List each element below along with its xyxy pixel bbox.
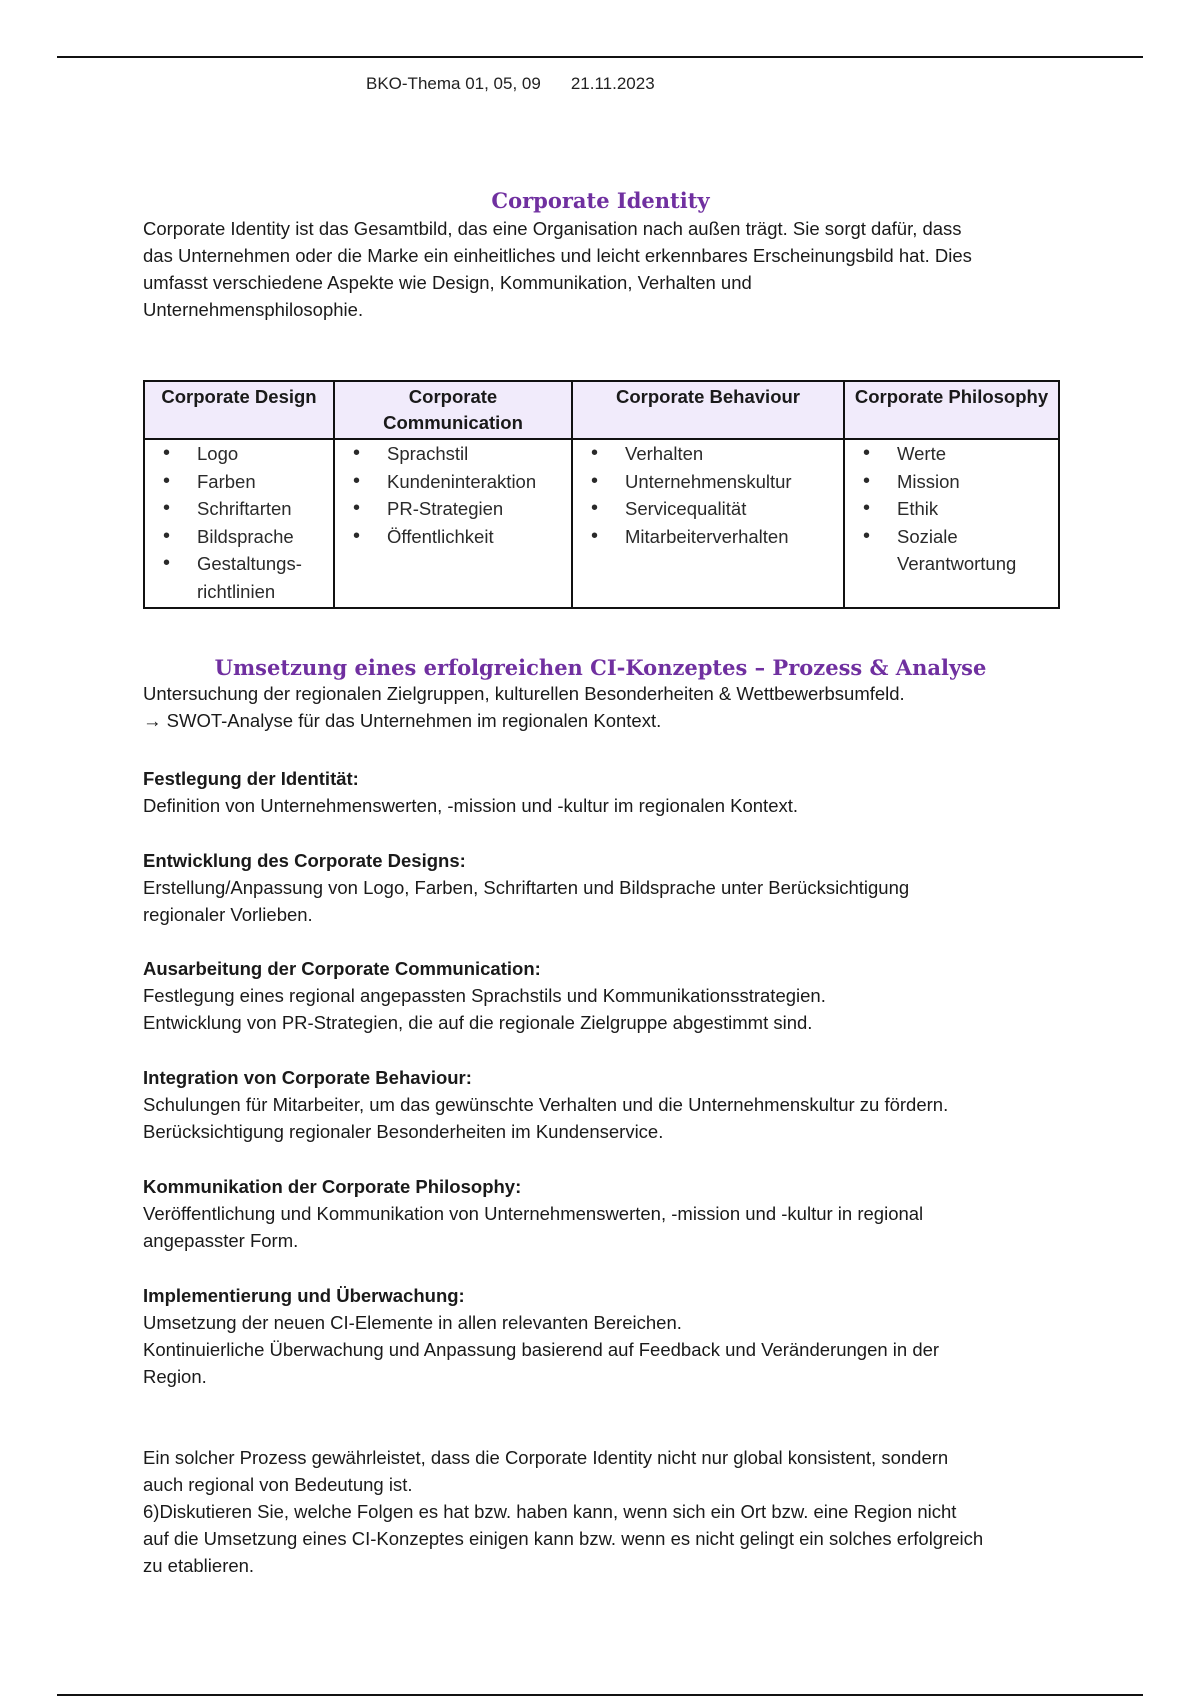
step-heading: Entwicklung des Corporate Designs: (143, 850, 466, 871)
process-intro (143, 680, 1058, 734)
step-line: Umsetzung der neuen CI-Elemente in allen relevanten Bereichen. (143, 1312, 682, 1333)
step-line: Entwicklung von PR-Strategien, die auf die regionale Zielgruppe abgestimmt sind. (143, 1012, 813, 1033)
topic-reference: BKO-Thema 01, 05, 09 (366, 74, 541, 93)
process-title: Umsetzung eines erfolgreichen CI-Konzeptes – Prozess & Analyse (214, 655, 987, 680)
list-item: • Schriftarten (157, 495, 329, 523)
step-identity (143, 765, 1073, 819)
list-item: • PR-Strategien (347, 495, 567, 523)
ci-intro-line: das Unternehmen oder die Marke ein einheitliches und leicht erkennbares Erscheinungsbild hat. Dies (143, 245, 972, 266)
ci-section (143, 188, 1058, 323)
step-line: Region. (143, 1366, 207, 1387)
list-item: • Bildsprache (157, 523, 329, 551)
behaviour-cell (572, 439, 844, 608)
bottom-rule (57, 1694, 1143, 1696)
discussion-question: zu etablieren. (143, 1555, 255, 1576)
step-design (143, 847, 1073, 928)
design-cell (144, 439, 334, 608)
list-item: • Sprachstil (347, 440, 567, 468)
list-item: • Mission (857, 468, 1054, 496)
list-item: • Öffentlichkeit (347, 523, 567, 551)
step-line: regionaler Vorlieben. (143, 904, 313, 925)
document-date: 21.11.2023 (570, 74, 655, 93)
table-header-row (144, 381, 1059, 439)
table-header-cell: Corporate Design (144, 381, 334, 439)
behaviour-list (585, 440, 839, 550)
process-section (143, 655, 1058, 734)
ci-components-table (143, 380, 1060, 609)
list-item: • Logo (157, 440, 329, 468)
top-rule (57, 56, 1143, 58)
list-item: • Gestaltungs-richtlinien (157, 550, 329, 605)
list-item: • Mitarbeiterverhalten (585, 523, 839, 551)
step-line: Erstellung/Anpassung von Logo, Farben, Schriftarten und Bildsprache unter Berücksichtigung (143, 877, 910, 898)
step-communication (143, 955, 1073, 1036)
ci-intro-line: Unternehmensphilosophie. (143, 299, 364, 320)
philosophy-cell (844, 439, 1059, 608)
list-item: • Verhalten (585, 440, 839, 468)
closing-line: auch regional von Bedeutung ist. (143, 1474, 413, 1495)
step-heading: Kommunikation der Corporate Philosophy: (143, 1176, 522, 1197)
list-item: • Soziale Verantwortung (857, 523, 1054, 578)
list-item: • Kundeninteraktion (347, 468, 567, 496)
step-heading: Implementierung und Überwachung: (143, 1285, 465, 1306)
step-heading: Festlegung der Identität: (143, 768, 359, 789)
process-intro-line: Untersuchung der regionalen Zielgruppen, kulturellen Besonderheiten & Wettbewerbsumfeld. (143, 683, 905, 704)
discussion-question: auf die Umsetzung eines CI-Konzeptes einigen kann bzw. wenn es nicht gelingt ein solches erfolgreich (143, 1528, 984, 1549)
ci-intro-line: umfasst verschiedene Aspekte wie Design, Kommunikation, Verhalten und (143, 272, 752, 293)
step-line: Veröffentlichung und Kommunikation von Unternehmenswerten, -mission und -kultur in regional (143, 1203, 924, 1224)
process-intro-line: → SWOT-Analyse für das Unternehmen im regionalen Kontext. (143, 710, 662, 731)
ci-intro-line: Corporate Identity ist das Gesamtbild, das eine Organisation nach außen trägt. Sie sorgt dafür, dass (143, 218, 962, 239)
ci-title: Corporate Identity (491, 188, 710, 213)
list-item: • Ethik (857, 495, 1054, 523)
step-implementation (143, 1282, 1073, 1390)
step-line: Schulungen für Mitarbeiter, um das gewünschte Verhalten und die Unternehmenskultur zu fördern. (143, 1094, 949, 1115)
communication-cell (334, 439, 572, 608)
table-header-cell: Corporate Philosophy (844, 381, 1059, 439)
step-line: angepasster Form. (143, 1230, 299, 1251)
closing-section (143, 1444, 1073, 1579)
document-header (366, 74, 655, 94)
step-heading: Integration von Corporate Behaviour: (143, 1067, 472, 1088)
step-behaviour (143, 1064, 1073, 1145)
closing-line: Ein solcher Prozess gewährleistet, dass die Corporate Identity nicht nur global konsistent, sondern (143, 1447, 949, 1468)
table-header-cell: Corporate Behaviour (572, 381, 844, 439)
list-item: • Farben (157, 468, 329, 496)
step-line: Kontinuierliche Überwachung und Anpassung basierend auf Feedback und Veränderungen in der (143, 1339, 940, 1360)
table-header-cell: Corporate Communication (334, 381, 572, 439)
step-heading: Ausarbeitung der Corporate Communication: (143, 958, 541, 979)
ci-intro (143, 215, 1058, 323)
step-line: Festlegung eines regional angepassten Sprachstils und Kommunikationsstrategien. (143, 985, 826, 1006)
communication-list (347, 440, 567, 550)
philosophy-list (857, 440, 1054, 578)
list-item: • Unternehmenskultur (585, 468, 839, 496)
design-list (157, 440, 329, 605)
step-philosophy (143, 1173, 1073, 1254)
step-line: Berücksichtigung regionaler Besonderheiten im Kundenservice. (143, 1121, 664, 1142)
list-item: • Servicequalität (585, 495, 839, 523)
list-item: • Werte (857, 440, 1054, 468)
table-row (144, 439, 1059, 608)
step-line: Definition von Unternehmenswerten, -mission und -kultur im regionalen Kontext. (143, 795, 799, 816)
discussion-question: 6)Diskutieren Sie, welche Folgen es hat bzw. haben kann, wenn sich ein Ort bzw. eine Region nicht (143, 1501, 957, 1522)
